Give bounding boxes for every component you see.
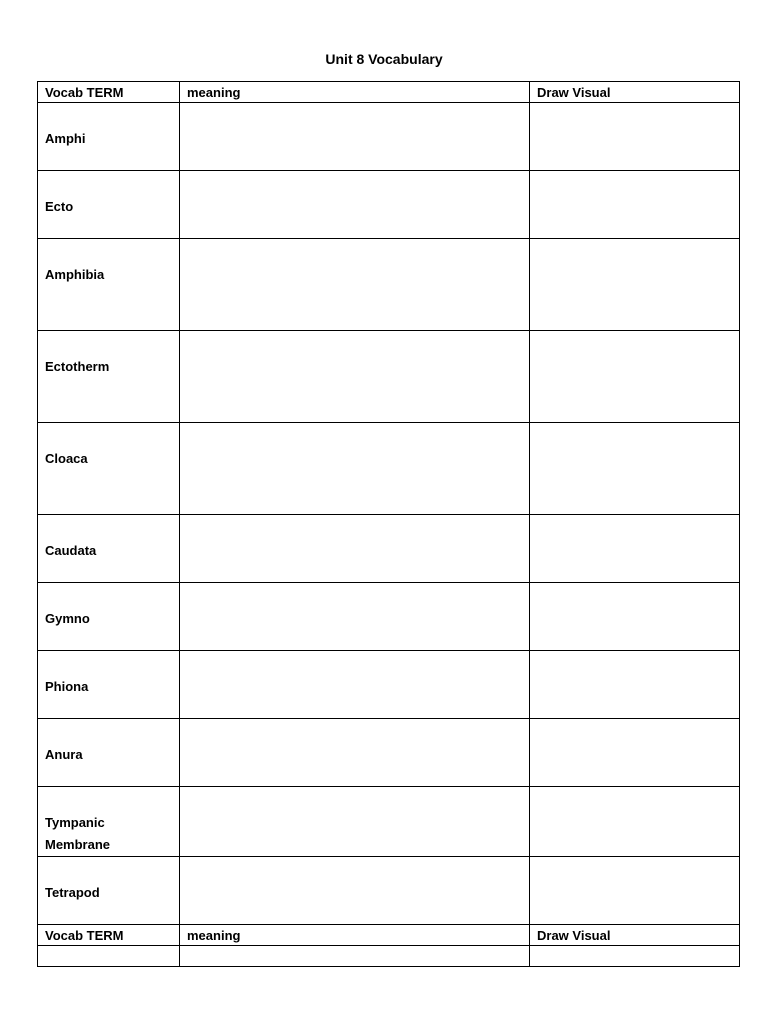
table-row xyxy=(38,423,740,515)
page-title: Unit 8 Vocabulary xyxy=(325,51,443,67)
table-row xyxy=(38,103,740,171)
footer-meaning: meaning xyxy=(180,925,530,946)
table-row xyxy=(38,515,740,583)
term-cell: Tympanic Membrane xyxy=(38,787,180,857)
visual-cell[interactable] xyxy=(530,651,740,719)
meaning-cell[interactable] xyxy=(180,515,530,583)
term-cell: Amphi xyxy=(38,103,180,171)
meaning-cell[interactable] xyxy=(180,651,530,719)
table-row-blank xyxy=(38,946,740,967)
visual-cell[interactable] xyxy=(530,719,740,787)
meaning-cell[interactable] xyxy=(180,331,530,423)
table-row xyxy=(38,583,740,651)
term-cell: Cloaca xyxy=(38,423,180,515)
visual-cell[interactable] xyxy=(530,239,740,331)
visual-cell[interactable] xyxy=(530,515,740,583)
table-row xyxy=(38,171,740,239)
meaning-cell[interactable] xyxy=(180,857,530,925)
term-cell: Tetrapod xyxy=(38,857,180,925)
header-draw-visual: Draw Visual xyxy=(530,82,740,103)
table-header-row xyxy=(38,82,740,103)
visual-cell[interactable] xyxy=(530,857,740,925)
term-cell: Ecto xyxy=(38,171,180,239)
term-cell: Anura xyxy=(38,719,180,787)
visual-cell[interactable] xyxy=(530,583,740,651)
header-vocab-term: Vocab TERM xyxy=(38,82,180,103)
meaning-cell[interactable] xyxy=(180,103,530,171)
meaning-cell[interactable] xyxy=(180,171,530,239)
visual-cell[interactable] xyxy=(530,103,740,171)
meaning-cell[interactable] xyxy=(180,787,530,857)
header-meaning: meaning xyxy=(180,82,530,103)
table-row xyxy=(38,787,740,857)
visual-cell[interactable] xyxy=(530,423,740,515)
table-row xyxy=(38,239,740,331)
term-cell: Gymno xyxy=(38,583,180,651)
meaning-cell[interactable] xyxy=(180,423,530,515)
table-row xyxy=(38,331,740,423)
blank-meaning-cell[interactable] xyxy=(180,946,530,967)
blank-term-cell[interactable] xyxy=(38,946,180,967)
table-row xyxy=(38,857,740,925)
meaning-cell[interactable] xyxy=(180,719,530,787)
table-row xyxy=(38,651,740,719)
term-cell: Caudata xyxy=(38,515,180,583)
footer-draw-visual: Draw Visual xyxy=(530,925,740,946)
visual-cell[interactable] xyxy=(530,331,740,423)
meaning-cell[interactable] xyxy=(180,239,530,331)
table-footer-header-row xyxy=(38,925,740,946)
table-row xyxy=(38,719,740,787)
vocabulary-table xyxy=(37,81,740,967)
blank-visual-cell[interactable] xyxy=(530,946,740,967)
meaning-cell[interactable] xyxy=(180,583,530,651)
visual-cell[interactable] xyxy=(530,171,740,239)
footer-vocab-term: Vocab TERM xyxy=(38,925,180,946)
term-cell: Ectotherm xyxy=(38,331,180,423)
term-cell: Amphibia xyxy=(38,239,180,331)
term-cell: Phiona xyxy=(38,651,180,719)
visual-cell[interactable] xyxy=(530,787,740,857)
